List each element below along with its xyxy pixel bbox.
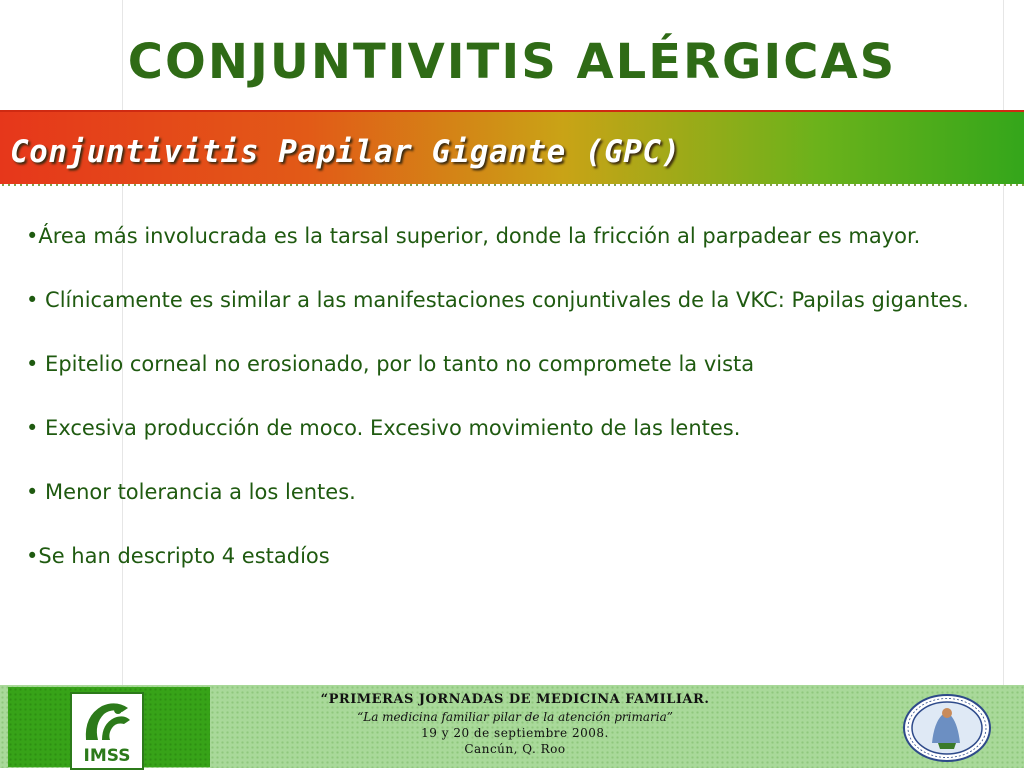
- event-tagline: “La medicina familiar pilar de la atención primaria”: [357, 710, 673, 724]
- imss-eagle-icon: [72, 694, 142, 746]
- dotted-divider: [0, 183, 1024, 187]
- slide-subtitle: Conjuntivitis Papilar Gigante (GPC): [10, 134, 681, 170]
- subtitle-bar: [0, 110, 1024, 184]
- event-location: Cancún, Q. Roo: [464, 742, 566, 756]
- event-info: [270, 691, 760, 757]
- bullet-item: •Área más involucrada es la tarsal superior, donde la fricción al parpadear es mayor.: [26, 224, 921, 248]
- imss-logo: [70, 692, 144, 770]
- footer: [0, 685, 1024, 768]
- event-dates: 19 y 20 de septiembre 2008.: [421, 726, 609, 740]
- event-name: “PRIMERAS JORNADAS DE MEDICINA FAMILIAR.: [320, 692, 710, 707]
- bullet-item: • Clínicamente es similar a las manifestaciones conjuntivales de la VKC: Papilas gigantes.: [26, 288, 969, 312]
- bullet-item: •Se han descripto 4 estadíos: [26, 544, 330, 568]
- association-seal-icon: [902, 693, 992, 763]
- bullet-item: • Epitelio corneal no erosionado, por lo tanto no compromete la vista: [26, 352, 755, 376]
- imss-logo-text: IMSS: [83, 746, 131, 766]
- bullet-item: • Menor tolerancia a los lentes.: [26, 480, 356, 504]
- bullet-list: [26, 212, 1011, 596]
- slide-title: CONJUNTIVITIS ALÉRGICAS: [127, 34, 897, 90]
- bullet-item: • Excesiva producción de moco. Excesivo movimiento de las lentes.: [26, 416, 741, 440]
- imss-logo-panel: [8, 687, 210, 767]
